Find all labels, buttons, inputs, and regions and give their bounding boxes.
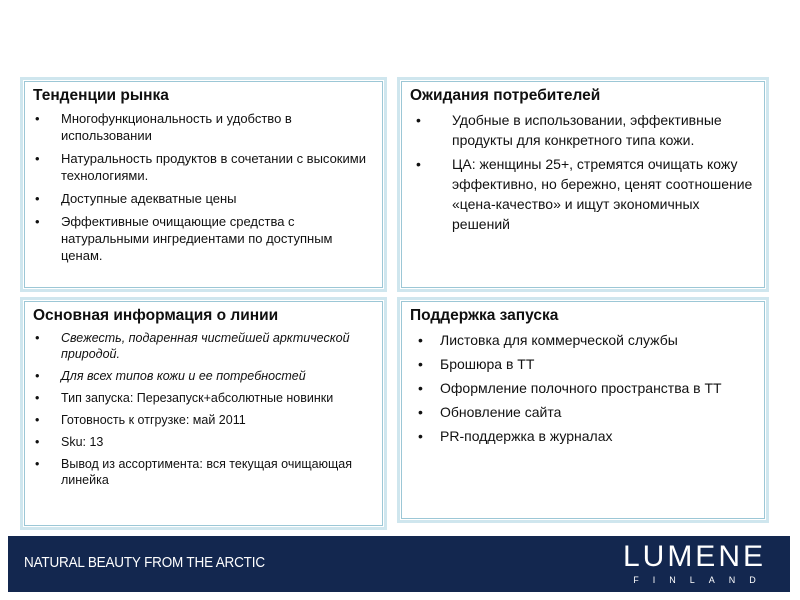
list-item (33, 434, 372, 450)
bullet-icon: • (35, 457, 40, 471)
list-item (410, 154, 754, 234)
list-item (410, 378, 754, 398)
bullet-icon: • (35, 331, 40, 345)
list-item-text: Эффективные очищающие средства с натуральными ингредиентами по доступным ценам. (61, 214, 333, 263)
market-trends-title: Тенденции рынка (33, 87, 169, 104)
list-item-text: Листовка для коммерческой службы (440, 332, 678, 348)
list-item-text: Доступные адекватные цены (61, 191, 237, 206)
consumer-expectations-panel (397, 77, 769, 292)
line-info-inner (24, 301, 383, 526)
market-trends-list (33, 110, 372, 264)
list-item (33, 412, 372, 428)
launch-support-title: Поддержка запуска (410, 307, 559, 324)
bullet-icon: • (418, 404, 423, 420)
list-item-text: Для всех типов кожи и ее потребностей (61, 369, 306, 383)
list-item-text: Брошюра в ТТ (440, 356, 535, 372)
list-item (410, 110, 754, 150)
list-item-text: Оформление полочного пространства в ТТ (440, 380, 722, 396)
launch-support-list (410, 330, 754, 446)
bullet-icon: • (35, 111, 40, 126)
consumer-expectations-title: Ожидания потребителей (410, 87, 601, 104)
list-item (33, 368, 372, 384)
list-item (33, 330, 372, 362)
line-info-list (33, 330, 372, 488)
bullet-icon: • (35, 413, 40, 427)
line-info-panel (20, 297, 387, 530)
list-item (33, 150, 372, 184)
list-item-text: Готовность к отгрузке: май 2011 (61, 413, 246, 427)
list-item (33, 190, 372, 207)
brand-logo-subtext: FINLAND (633, 575, 770, 585)
consumer-expectations-inner (401, 81, 765, 288)
bullet-icon: • (418, 380, 423, 396)
list-item-text: ЦА: женщины 25+, стремятся очищать кожу эффективно, но бережно, ценят соотношение «цена-качество» и ищут экономичных решений (452, 156, 753, 232)
bullet-icon: • (35, 435, 40, 449)
bullet-icon: • (35, 391, 40, 405)
list-item (410, 402, 754, 422)
market-trends-inner (24, 81, 383, 288)
list-item-text: Обновление сайта (440, 404, 562, 420)
brand-logo (622, 540, 770, 586)
list-item-text: Удобные в использовании, эффективные продукты для конкретного типа кожи. (452, 112, 722, 148)
list-item (33, 110, 372, 144)
list-item-text: PR-поддержка в журналах (440, 428, 613, 444)
list-item (410, 330, 754, 350)
footer-banner (8, 536, 790, 592)
bullet-icon: • (416, 112, 421, 128)
bullet-icon: • (35, 214, 40, 229)
list-item-text: Вывод из ассортимента: вся текущая очищающая линейка (61, 457, 352, 487)
consumer-expectations-list (410, 110, 754, 234)
list-item (410, 354, 754, 374)
list-item-text: Sku: 13 (61, 435, 104, 449)
bullet-icon: • (35, 369, 40, 383)
list-item (410, 426, 754, 446)
bullet-icon: • (35, 151, 40, 166)
list-item (33, 456, 372, 488)
bullet-icon: • (35, 191, 40, 206)
bullet-icon: • (416, 156, 421, 172)
brand-logo-text: LUMENE (622, 540, 766, 573)
bullet-icon: • (418, 356, 423, 372)
launch-support-panel (397, 297, 769, 523)
list-item-text: Тип запуска: Перезапуск+абсолютные новинки (61, 391, 334, 405)
list-item-text: Многофункциональность и удобство в использовании (61, 111, 292, 143)
line-info-title: Основная информация о линии (33, 307, 279, 324)
footer-tagline: NATURAL BEAUTY FROM THE ARCTIC (24, 554, 265, 571)
list-item-text: Свежесть, подаренная чистейшей арктической природой. (61, 331, 350, 361)
list-item-text: Натуральность продуктов в сочетании с высокими технологиями. (61, 151, 366, 183)
bullet-icon: • (418, 332, 423, 348)
launch-support-inner (401, 301, 765, 519)
list-item (33, 213, 372, 264)
list-item (33, 390, 372, 406)
bullet-icon: • (418, 428, 423, 444)
market-trends-panel (20, 77, 387, 292)
